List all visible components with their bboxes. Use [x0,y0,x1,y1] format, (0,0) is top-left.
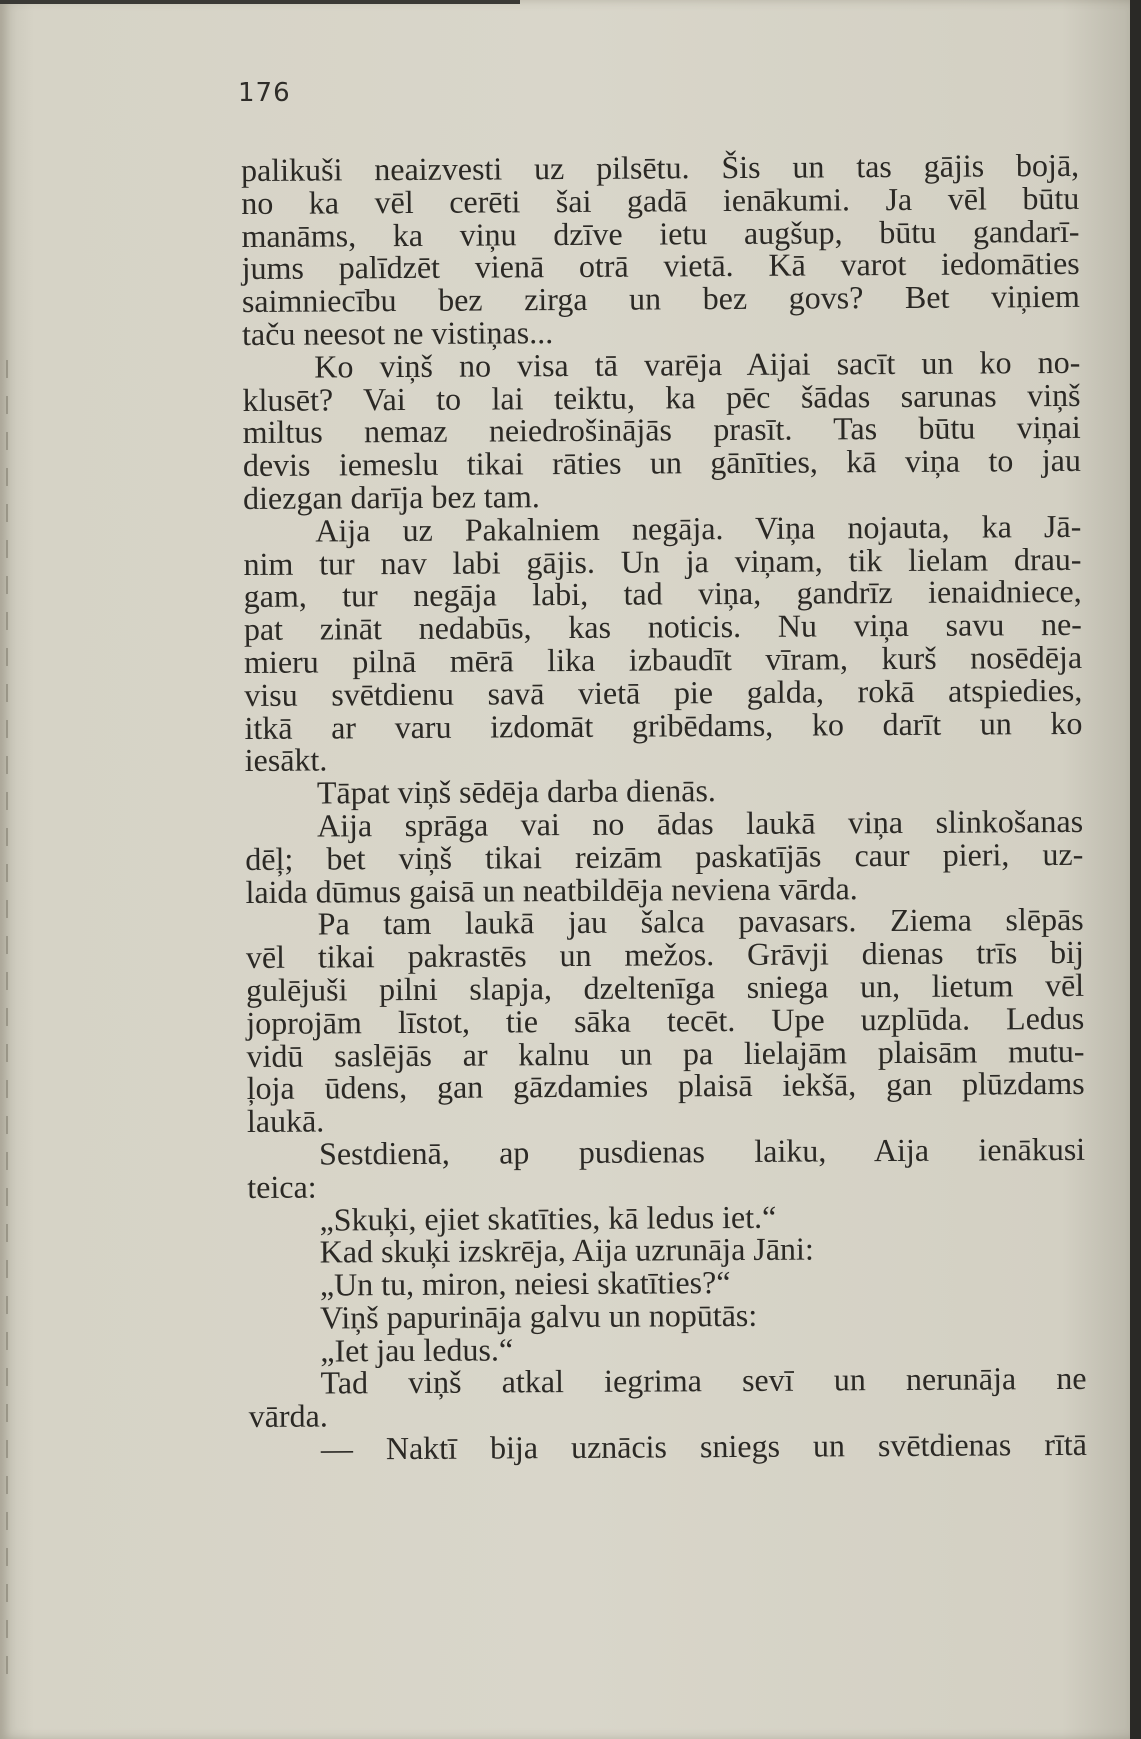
page-text-body [240,146,1088,1467]
text-line: devis iemeslu tikai rāties un gānīties, kā viņa to jau [242,442,1081,484]
text-line: laida dūmus gaisā un neatbildēja neviena vārda. [245,869,858,910]
text-line: teica: [247,1168,317,1205]
text-line: nim tur nav labi gājis. Un ja viņam, tik lielam drau- [243,540,1082,582]
text-line: gulējuši pilni slapja, dzeltenīga sniega un, lietum vēl [245,966,1085,1008]
text-line: joprojām līstot, tie sāka tecēt. Upe uzplūda. Ledus [246,999,1085,1041]
text-line: miltus nemaz neiedrošinājās prasīt. Tas būtu viņai [242,409,1081,451]
text-line: itkā ar varu izdomāt gribēdams, ko darīt un ko [244,704,1083,746]
text-line: gam, tur negāja labi, tad viņa, gandrīz ienaidniece, [243,573,1082,615]
text-line: mieru pilnā mērā lika izbaudīt vīram, kurš nosēdēja [243,638,1083,680]
text-line: „Skuķi, ejiet skatīties, kā ledus iet.“ [319,1198,777,1238]
text-line: Tad viņš atkal iegrima sevī un nerunāja ne [320,1360,1087,1402]
text-line: vārda. [248,1397,328,1435]
text-line: saimniecību bez zirga un bez govs? Bet viņiem [241,278,1080,320]
text-line: klusēt? Vai to lai teiktu, ka pēc šādas sarunas viņš [242,376,1081,418]
binding-edge-marks [6,360,8,1680]
text-line: Ko viņš no visa tā varēja Aijai sacīt un ko no- [314,343,1081,385]
text-line: Sestdienā, ap pusdienas laiku, Aija ienākusi [318,1130,1086,1172]
text-line: no ka vēl cerēti šai gadā ienākumi. Ja vēl būtu [241,179,1080,221]
text-line: diezgan darīja bez tam. [242,478,540,516]
text-line: Viņš papurināja galvu un nopūtās: [319,1296,758,1336]
text-line: laukā. [246,1102,325,1140]
text-line: „Un tu, miron, neiesi skatīties?“ [319,1264,731,1303]
text-line: ļoja ūdens, gan gāzdamies plaisā iekšā, gan plūzdams [246,1065,1085,1107]
text-line: visu svētdienu savā vietā pie galda, rokā atspiedies, [244,671,1083,713]
text-line: Aija sprāga vai no ādas laukā viņa slinkošanas [316,802,1084,844]
text-line: iesākt. [244,741,328,779]
text-line: jums palīdzēt vienā otrā vietā. Kā varot iedomāties [241,245,1080,287]
text-line: palikuši neaizvesti uz pilsētu. Šis un tas gājis bojā, [240,146,1080,188]
text-line: manāms, ka viņu dzīve ietu augšup, būtu gandarī- [241,212,1080,254]
text-line: vēl tikai pakrastēs un mežos. Grāvji dienas trīs bij [245,933,1085,976]
page-number: 176 [238,78,291,108]
page-top-edge-shadow [0,0,520,4]
text-line: Pa tam laukā jau šalca pavasars. Ziema slēpās [317,901,1084,942]
text-line: pat zināt nedabūs, kas noticis. Nu viņa savu ne- [243,606,1082,648]
text-line: Tāpat viņš sēdēja darba dienās. [316,772,716,811]
text-line: dēļ; bet viņš tikai reizām paskatījās caur pieri, uz- [245,835,1084,877]
text-line: Aija uz Pakalniem negāja. Viņa nojauta, ka Jā- [315,507,1082,549]
text-line: vidū saslējās ar kalnu un pa lielajām plaisām mutu- [246,1032,1085,1074]
text-line: taču neesot ne vistiņas... [241,314,554,352]
text-line: — Naktī bija uznācis sniegs un svētdienas rītā [320,1425,1088,1467]
text-line: „Iet jau ledus.“ [320,1331,514,1369]
text-line: Kad skuķi izskrēja, Aija uzrunāja Jāni: [319,1230,814,1270]
